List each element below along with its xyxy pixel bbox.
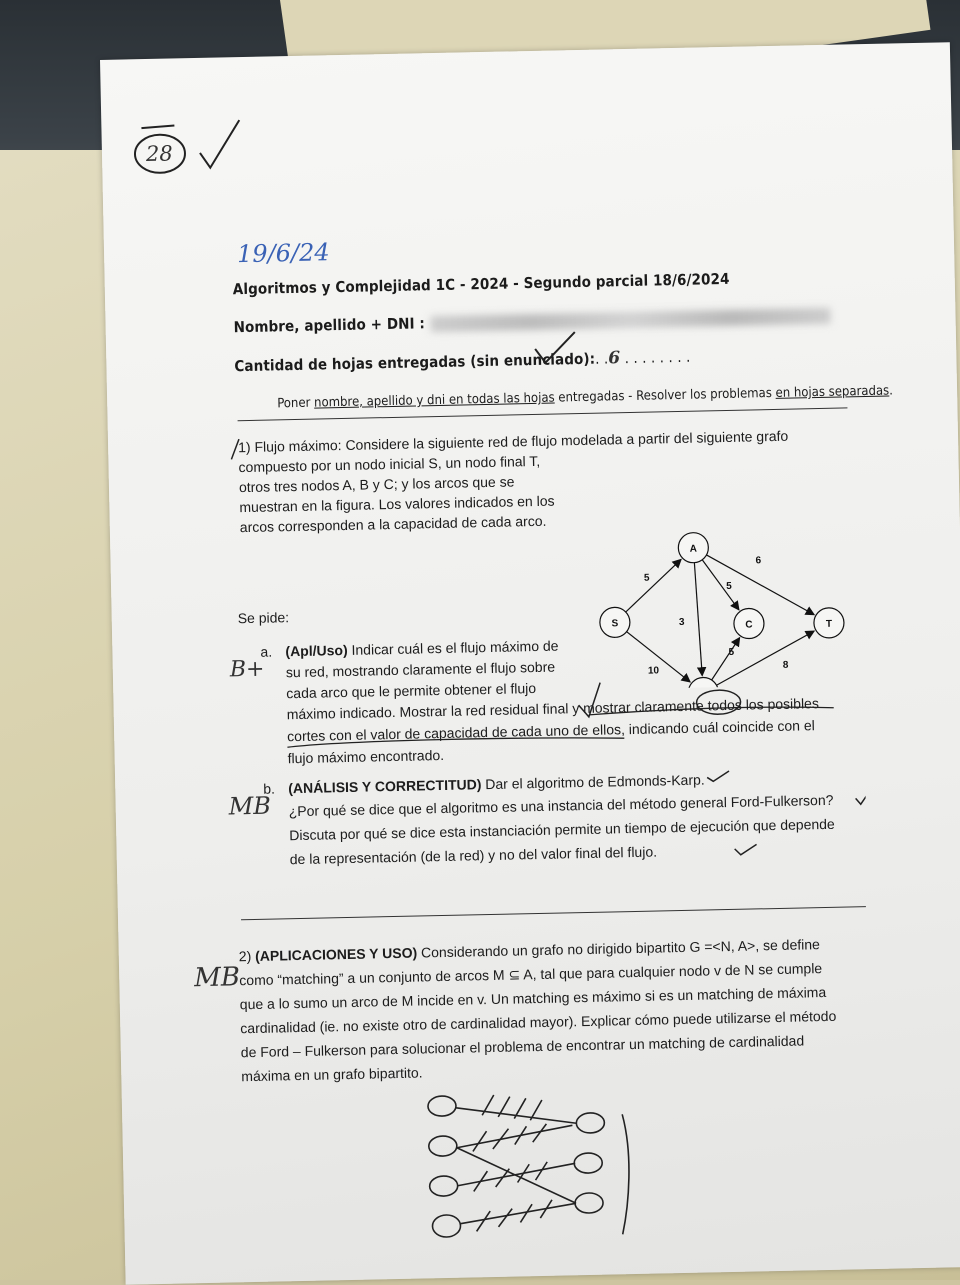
edge-capacity-S-A: 5 xyxy=(643,572,650,584)
node-label-T: T xyxy=(825,618,833,630)
grade-2-mark: MB xyxy=(193,962,241,994)
q1a-line-4: máximo indicado. Mostrar la red residual final y mostrar claramente todos los posibles xyxy=(286,695,820,723)
sheets-line: Cantidad de hojas entregadas (sin enunciado):. .6 . . . . . . . . xyxy=(234,347,691,376)
q1-line-2: compuesto por un nodo inicial S, un nodo final T, xyxy=(238,452,541,476)
grade-1b-mark: MB xyxy=(228,791,272,821)
edge-capacity-B-T: 8 xyxy=(782,659,789,671)
q1a-line-1: (Apl/Uso) Indicar cuál es el flujo máximo de xyxy=(285,637,559,660)
node-label-A: A xyxy=(689,543,698,555)
divider-middle xyxy=(241,906,866,920)
q2-line-5: de Ford – Fulkerson para solucionar el problema de encontrar un matching de cardinalidad xyxy=(240,1032,805,1061)
q1-line-1: 1) Flujo máximo: Considere la siguiente red de flujo modelada a partir del siguiente grafo xyxy=(237,427,789,456)
date-mark: 19/6/24 xyxy=(236,238,330,269)
sheets-mark: 6 xyxy=(608,348,621,369)
flow-network-graph xyxy=(594,469,863,690)
se-pide-label: Se pide: xyxy=(237,609,290,627)
q1a-line-3: cada arco que le permite obtener el flujo xyxy=(286,680,537,702)
q1b-line-2: ¿Por qué se dice que el algoritmo es una instancia del método general Ford-Fulkerson? xyxy=(288,791,834,820)
q2-line-6: máxima en un grafo bipartito. xyxy=(241,1064,423,1085)
edge-A-C xyxy=(702,559,739,611)
exam-title: Algoritmos y Complejidad 1C - 2024 - Segundo parcial 18/6/2024 xyxy=(232,269,730,299)
redacted-name xyxy=(431,307,831,331)
grade-1a-mark: B+ xyxy=(229,656,265,683)
node-T xyxy=(814,608,845,639)
q1-line-5: arcos corresponden a la capacidad de cada arco. xyxy=(239,512,547,536)
sheets-label: Cantidad de hojas entregadas (sin enunciado): xyxy=(234,349,596,376)
edge-capacity-A-T: 6 xyxy=(755,555,762,567)
edge-A-B xyxy=(694,563,702,676)
node-C xyxy=(734,608,765,639)
name-label: Nombre, apellido + DNI : xyxy=(233,314,426,337)
node-S xyxy=(600,607,631,638)
edge-capacity-B-C: 5 xyxy=(728,646,735,658)
node-label-S: S xyxy=(611,618,619,630)
q1-line-3: otros tres nodos A, B y C; y los arcos que se xyxy=(238,473,515,496)
q2-line-2: como “matching” a un conjunto de arcos M ⊆ A, tal que para cualquier nodo v de N se cumple xyxy=(239,960,823,989)
node-label-C: C xyxy=(745,619,753,631)
q1a-line-2: su red, mostrando claramente el flujo sobre xyxy=(285,658,556,681)
sheets-check-mark xyxy=(531,328,582,369)
q1b-check-marks xyxy=(705,762,867,865)
q2-line-3: que a lo sumo un arco de M incide en v. Un matching es máximo si es un matching de máxima xyxy=(239,983,827,1013)
q2-line-4: cardinalidad (ie. no existe otro de cardinalidad mayor). Explicar cómo puede utilizarse el método xyxy=(240,1007,837,1037)
q1a-handwritten-annotations xyxy=(278,659,860,751)
q1b-line-1: (ANÁLISIS Y CORRECTITUD) Dar el algoritmo de Edmonds-Karp. xyxy=(288,771,705,797)
edge-capacity-A-C: 5 xyxy=(726,580,732,593)
q1a-line-5: cortes con el valor de capacidad de cada uno de ellos, indicando cuál coincide con el xyxy=(287,717,815,745)
q1-line-4: muestran en la figura. Los valores indicados en los xyxy=(239,492,555,516)
edge-S-A xyxy=(625,559,682,612)
q1b-letter: b. xyxy=(263,780,276,797)
instructions: Poner nombre, apellido y dni en todas las hojas entregadas - Resolver los problemas en hojas separadas. xyxy=(277,383,894,412)
q1b-line-3: Discuta por qué se dice esta instanciación permite un tiempo de ejecución que depende xyxy=(289,815,835,844)
q1a-letter: a. xyxy=(260,643,273,660)
q2-line-1: 2) (APLICACIONES Y USO) Considerando un grafo no dirigido bipartito G =<N, A>, se define xyxy=(238,936,821,965)
q1a-line-6: flujo máximo encontrado. xyxy=(287,746,445,767)
q1b-line-4: de la representación (de la red) y no del valor final del flujo. xyxy=(289,843,658,868)
score-mark: 28 xyxy=(145,141,173,167)
bipartite-matching-sketch xyxy=(422,1083,665,1253)
node-A xyxy=(678,532,709,563)
edge-capacity-A-B: 3 xyxy=(678,616,685,628)
exam-sheet xyxy=(100,42,960,1285)
q1-margin-mark xyxy=(228,437,242,461)
edge-capacity-S-B: 10 xyxy=(647,665,660,677)
